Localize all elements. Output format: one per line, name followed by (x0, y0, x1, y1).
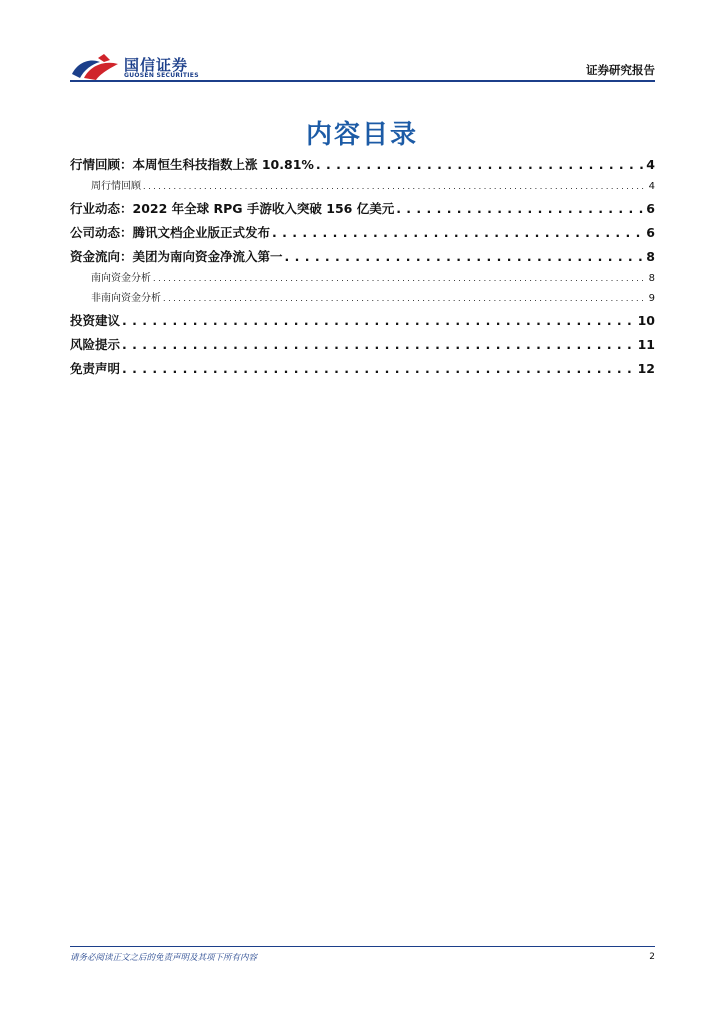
toc-entry-text: 免责声明 (70, 361, 121, 376)
toc-subentry[interactable] (70, 177, 655, 197)
toc-entry-page: 6 (646, 225, 655, 240)
toc-entry-text: 行情回顾：本周恒生科技指数上涨 10.81% (70, 157, 314, 172)
disclaimer-note: 请务必阅读正文之后的免责声明及其项下所有内容 (70, 953, 258, 963)
toc-title: 内容目录 (305, 120, 418, 150)
toc-leader-dots (122, 357, 636, 381)
logo-text-cn: 国信证券 (124, 56, 189, 74)
toc-leader-dots (163, 289, 647, 309)
toc-entry[interactable] (70, 197, 655, 221)
toc-entry-page: 12 (637, 361, 655, 376)
toc-entry-page: 6 (646, 201, 655, 216)
toc-leader-dots (272, 221, 644, 245)
toc-entry-page: 11 (637, 337, 655, 352)
toc-entry-text: 行业动态：2022 年全球 RPG 手游收入突破 156 亿美元 (70, 201, 395, 216)
toc-entry-text: 资金流向：美团为南向资金净流入第一 (70, 249, 283, 264)
logo-text-en: GUOSEN SECURITIES (124, 72, 199, 79)
table-of-contents (70, 153, 655, 381)
toc-entry-page: 4 (646, 157, 655, 172)
toc-subentry[interactable] (70, 269, 655, 289)
toc-entry[interactable] (70, 333, 655, 357)
footer-divider (70, 946, 655, 947)
toc-leader-dots (122, 309, 636, 333)
toc-entry-page: 8 (648, 273, 655, 284)
toc-entry-page: 8 (646, 249, 655, 264)
toc-entry-page: 4 (648, 181, 655, 192)
toc-entry[interactable] (70, 153, 655, 177)
toc-entry-page: 9 (648, 293, 655, 304)
toc-leader-dots (285, 245, 645, 269)
toc-entry[interactable] (70, 309, 655, 333)
page-header (70, 48, 655, 88)
toc-leader-dots (122, 333, 636, 357)
toc-entry[interactable] (70, 357, 655, 381)
toc-entry[interactable] (70, 221, 655, 245)
toc-entry[interactable] (70, 245, 655, 269)
toc-leader-dots (396, 197, 644, 221)
header-divider (70, 80, 655, 82)
report-type-label: 证券研究报告 (586, 63, 655, 77)
toc-entry-text: 投资建议 (70, 313, 121, 328)
toc-entry-text: 风险提示 (70, 337, 121, 352)
toc-entry-text: 周行情回顾 (91, 181, 141, 192)
toc-subentry[interactable] (70, 289, 655, 309)
guosen-logo-icon (70, 52, 122, 82)
toc-leader-dots (153, 269, 647, 289)
toc-leader-dots (316, 153, 644, 177)
toc-leader-dots (143, 177, 647, 197)
toc-entry-text: 非南向资金分析 (91, 293, 161, 304)
toc-entry-text: 公司动态：腾讯文档企业版正式发布 (70, 225, 271, 240)
toc-entry-page: 10 (637, 313, 655, 328)
page-number: 2 (649, 952, 655, 962)
toc-entry-text: 南向资金分析 (91, 273, 151, 284)
